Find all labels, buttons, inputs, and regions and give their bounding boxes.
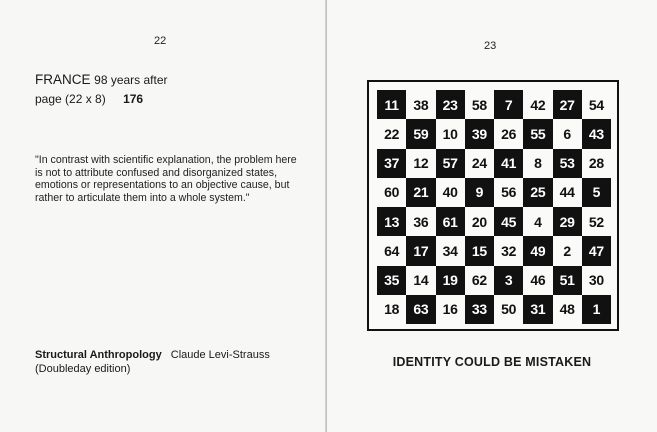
grid-cell: 14 [406, 266, 435, 295]
grid-cell: 36 [406, 207, 435, 236]
grid-cell: 34 [436, 236, 465, 265]
grid-cell: 30 [582, 266, 611, 295]
grid-cell: 29 [553, 207, 582, 236]
grid-cell: 24 [465, 149, 494, 178]
grid-cell: 13 [377, 207, 406, 236]
grid-cell: 17 [406, 236, 435, 265]
grid-cell: 28 [582, 149, 611, 178]
grid-cell: 32 [494, 236, 523, 265]
grid-cell: 53 [553, 149, 582, 178]
grid-cell: 11 [377, 90, 406, 119]
grid-cell: 54 [582, 90, 611, 119]
grid-cell: 16 [436, 295, 465, 324]
grid-cell: 57 [436, 149, 465, 178]
right-page [327, 0, 657, 432]
grid-cell: 46 [523, 266, 552, 295]
grid-cell: 3 [494, 266, 523, 295]
grid-cell: 8 [523, 149, 552, 178]
grid-cell: 26 [494, 119, 523, 148]
grid-cell: 64 [377, 236, 406, 265]
calculation-result: 176 [123, 92, 144, 106]
quote-text: "In contrast with scientific explanation, the problem here is not to attribute confused and disorganized states, emotions or representations to an objective cause, but rather to articulate them into a whole system." [35, 154, 297, 204]
grid-cell: 43 [582, 119, 611, 148]
right-page-number: 23 [484, 40, 497, 52]
author-name: Claude Levi-Strauss [170, 349, 270, 361]
grid-cell: 10 [436, 119, 465, 148]
page-calculation: page (22 x 8) [35, 92, 106, 106]
grid-cell: 4 [523, 207, 552, 236]
grid-cell: 62 [465, 266, 494, 295]
grid-cell: 50 [494, 295, 523, 324]
grid-cell: 44 [553, 178, 582, 207]
grid-cell: 22 [377, 119, 406, 148]
grid-cell: 56 [494, 178, 523, 207]
grid-cell: 25 [523, 178, 552, 207]
grid-cell: 52 [582, 207, 611, 236]
grid-cell: 63 [406, 295, 435, 324]
grid-cell: 42 [523, 90, 552, 119]
number-grid-frame [367, 80, 619, 331]
grid-cell: 39 [465, 119, 494, 148]
grid-cell: 33 [465, 295, 494, 324]
left-page [0, 0, 326, 432]
country-name: FRANCE [35, 72, 91, 87]
grid-caption: IDENTITY COULD BE MISTAKEN [392, 355, 592, 369]
grid-cell: 59 [406, 119, 435, 148]
grid-cell: 41 [494, 149, 523, 178]
grid-cell: 18 [377, 295, 406, 324]
grid-cell: 37 [377, 149, 406, 178]
grid-cell: 61 [436, 207, 465, 236]
grid-cell: 1 [582, 295, 611, 324]
grid-cell: 23 [436, 90, 465, 119]
left-page-number: 22 [154, 35, 167, 47]
grid-cell: 9 [465, 178, 494, 207]
grid-cell: 40 [436, 178, 465, 207]
grid-cell: 55 [523, 119, 552, 148]
grid-cell: 58 [465, 90, 494, 119]
years-after: 98 years after [94, 73, 168, 87]
number-grid [377, 90, 609, 324]
grid-cell: 35 [377, 266, 406, 295]
grid-cell: 12 [406, 149, 435, 178]
grid-cell: 60 [377, 178, 406, 207]
grid-cell: 20 [465, 207, 494, 236]
grid-cell: 38 [406, 90, 435, 119]
grid-cell: 21 [406, 178, 435, 207]
grid-cell: 49 [523, 236, 552, 265]
grid-cell: 7 [494, 90, 523, 119]
grid-cell: 31 [523, 295, 552, 324]
citation [35, 349, 270, 376]
grid-cell: 45 [494, 207, 523, 236]
page-calculation-line [35, 92, 143, 106]
grid-cell: 19 [436, 266, 465, 295]
grid-cell: 6 [553, 119, 582, 148]
grid-cell: 15 [465, 236, 494, 265]
grid-cell: 5 [582, 178, 611, 207]
grid-cell: 47 [582, 236, 611, 265]
grid-cell: 51 [553, 266, 582, 295]
grid-cell: 27 [553, 90, 582, 119]
edition-note: (Doubleday edition) [35, 362, 131, 375]
book-title: Structural Anthropology [35, 349, 162, 361]
grid-cell: 48 [553, 295, 582, 324]
country-line [35, 72, 168, 87]
grid-cell: 2 [553, 236, 582, 265]
